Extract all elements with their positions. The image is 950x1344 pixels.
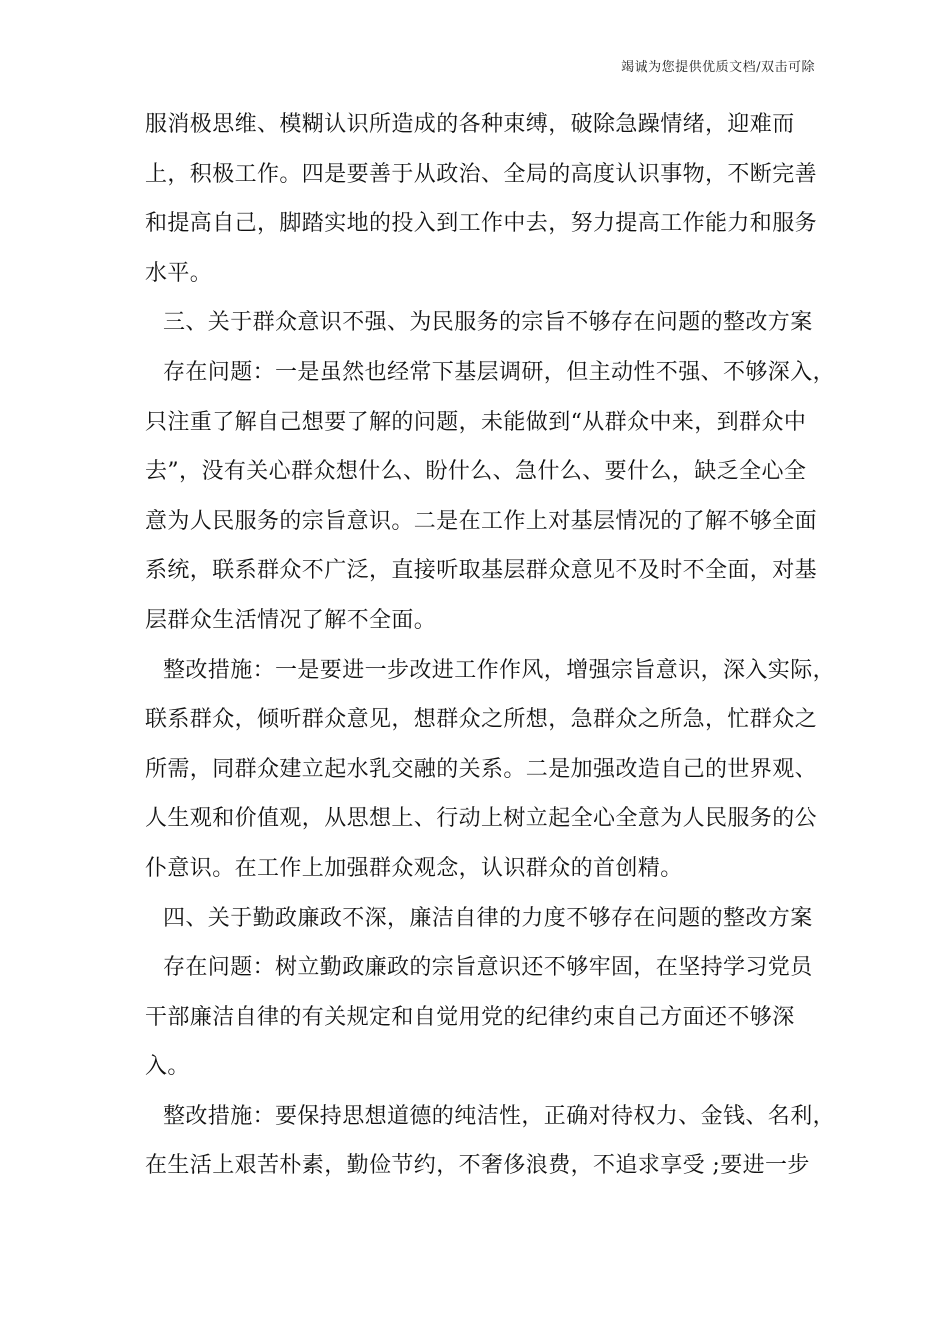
text-line: 存在问题：一是虽然也经常下基层调研，但主动性不强、不够深入，	[163, 359, 836, 385]
text-line: 仆意识。在工作上加强群众观念，认识群众的首创精。	[145, 855, 683, 881]
text-line: 意为人民服务的宗旨意识。二是在工作上对基层情况的了解不够全面	[145, 508, 818, 534]
text-line: 系统，联系群众不广泛，直接听取基层群众意见不及时不全面，对基	[145, 558, 818, 584]
text-line: 干部廉洁自律的有关规定和自觉用党的纪律约束自己方面还不够深	[145, 1004, 795, 1030]
text-line: 去”，没有关心群众想什么、盼什么、急什么、要什么，缺乏全心全	[145, 459, 807, 485]
section-heading: 四、关于勤政廉政不深，廉洁自律的力度不够存在问题的整改方案	[163, 905, 813, 931]
text-line: 在生活上艰苦朴素，勤俭节约，不奢侈浪费，不追求享受 ;要进一步	[145, 1153, 810, 1179]
text-line: 联系群众，倾听群众意见，想群众之所想，急群众之所急，忙群众之	[145, 707, 818, 733]
text-line: 水平。	[145, 260, 213, 286]
section-heading: 三、关于群众意识不强、为民服务的宗旨不够存在问题的整改方案	[163, 310, 813, 336]
text-line: 整改措施：要保持思想道德的纯洁性，正确对待权力、金钱、名利，	[163, 1103, 836, 1129]
text-line: 服消极思维、模糊认识所造成的各种束缚，破除急躁情绪，迎难而	[145, 112, 795, 137]
text-line: 入。	[145, 1054, 190, 1080]
header-rule	[140, 80, 815, 81]
header-note: 竭诚为您提供优质文档/双击可除	[621, 60, 815, 75]
text-line: 和提高自己，脚踏实地的投入到工作中去，努力提高工作能力和服务	[145, 211, 818, 237]
text-line: 人生观和价值观，从思想上、行动上树立起全心全意为人民服务的公	[145, 806, 818, 832]
text-line: 存在问题：树立勤政廉政的宗旨意识还不够牢固，在坚持学习党员	[163, 955, 813, 981]
text-line: 只注重了解自己想要了解的问题，未能做到“从群众中来，到群众中	[145, 409, 807, 435]
text-line: 整改措施：一是要进一步改进工作作风，增强宗旨意识，深入实际，	[163, 657, 836, 683]
text-line: 上，积极工作。四是要善于从政治、全局的高度认识事物，不断完善	[145, 161, 818, 187]
document-body	[145, 100, 836, 1191]
text-line: 层群众生活情况了解不全面。	[145, 607, 437, 633]
text-line: 所需，同群众建立起水乳交融的关系。二是加强改造自己的世界观、	[145, 756, 818, 782]
